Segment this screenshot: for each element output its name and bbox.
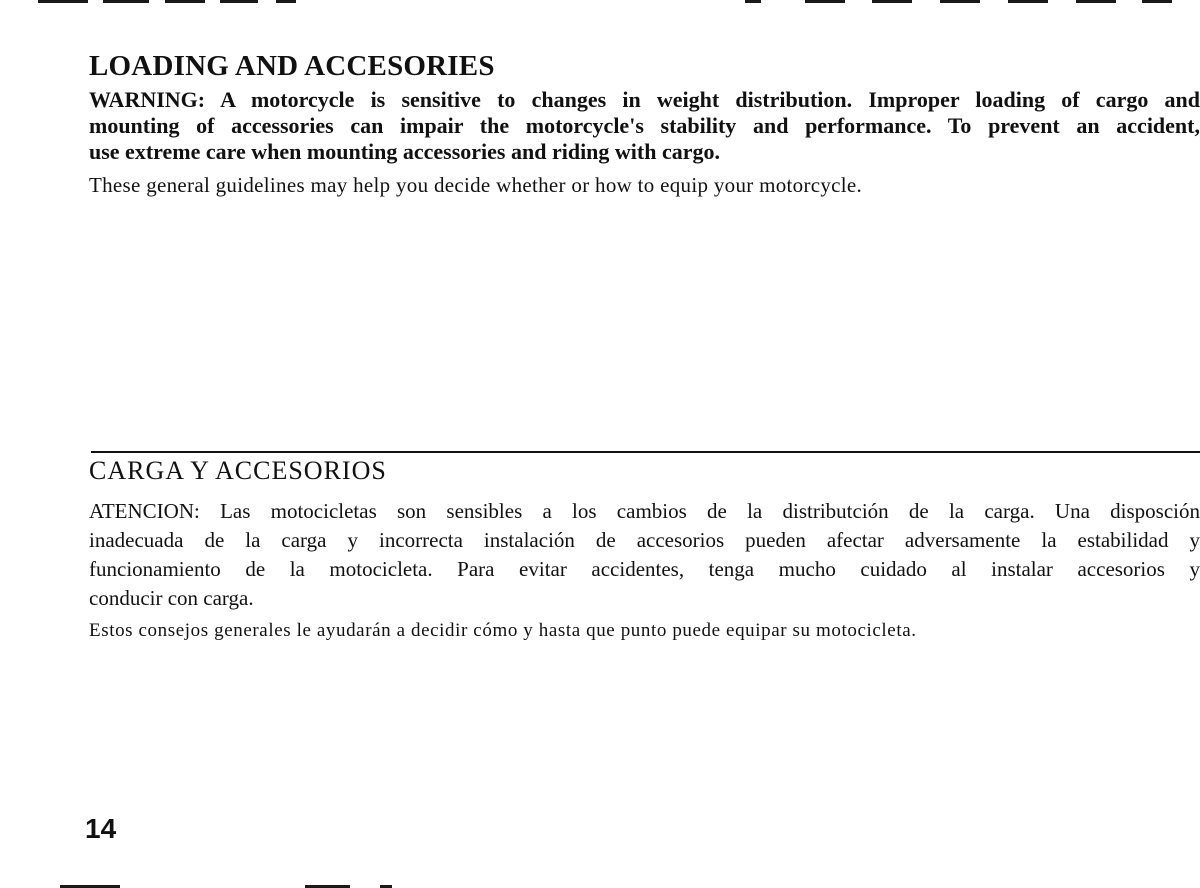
scan-edge-mark: [276, 0, 296, 3]
scan-edge-mark: [1076, 0, 1116, 3]
scan-edge-mark: [745, 0, 761, 3]
scan-edge-mark: [940, 0, 980, 3]
scan-edge-mark: [220, 0, 258, 3]
section-divider: [91, 451, 1200, 453]
warning-line: use extreme care when mounting accessories and riding with cargo.: [89, 139, 721, 164]
scan-edge-mark: [872, 0, 912, 3]
scan-edge-mark: [1142, 0, 1172, 3]
guidelines-text-spanish: Estos consejos generales le ayudarán a decidir cómo y hasta que punto puede equipar su motocicleta.: [89, 620, 917, 641]
section-heading-english: LOADING AND ACCESORIES: [89, 50, 495, 82]
warning-line: conducir con carga.: [89, 586, 254, 610]
section-heading-spanish: CARGA Y ACCESORIOS: [89, 456, 387, 485]
warning-line: funcionamiento de la motocicleta. Para evitar accidentes, tenga mucho cuidado al instalar accesorios y: [89, 557, 1200, 581]
warning-line: inadecuada de la carga y incorrecta instalación de accesorios pueden afectar adversamente la estabilidad y: [89, 528, 1200, 552]
warning-line: mounting of accessories can impair the motorcycle's stability and performance. To prevent an accident,: [89, 113, 1200, 138]
page-number: 14: [85, 813, 117, 844]
warning-line: WARNING: A motorcycle is sensitive to changes in weight distribution. Improper loading of cargo and: [89, 87, 1200, 112]
warning-paragraph-english: [89, 87, 1200, 165]
warning-paragraph-spanish: [89, 497, 1200, 613]
guidelines-text-english: These general guidelines may help you decide whether or how to equip your motorcycle.: [89, 173, 863, 197]
scan-edge-mark: [805, 0, 845, 3]
scan-edge-mark: [38, 0, 88, 3]
scan-edge-mark: [103, 0, 149, 3]
warning-line: ATENCION: Las motocicletas son sensibles a los cambios de la distributción de la carga. Una disposción: [89, 499, 1200, 523]
scan-edge-mark: [165, 0, 205, 3]
scan-edge-mark: [1008, 0, 1048, 3]
